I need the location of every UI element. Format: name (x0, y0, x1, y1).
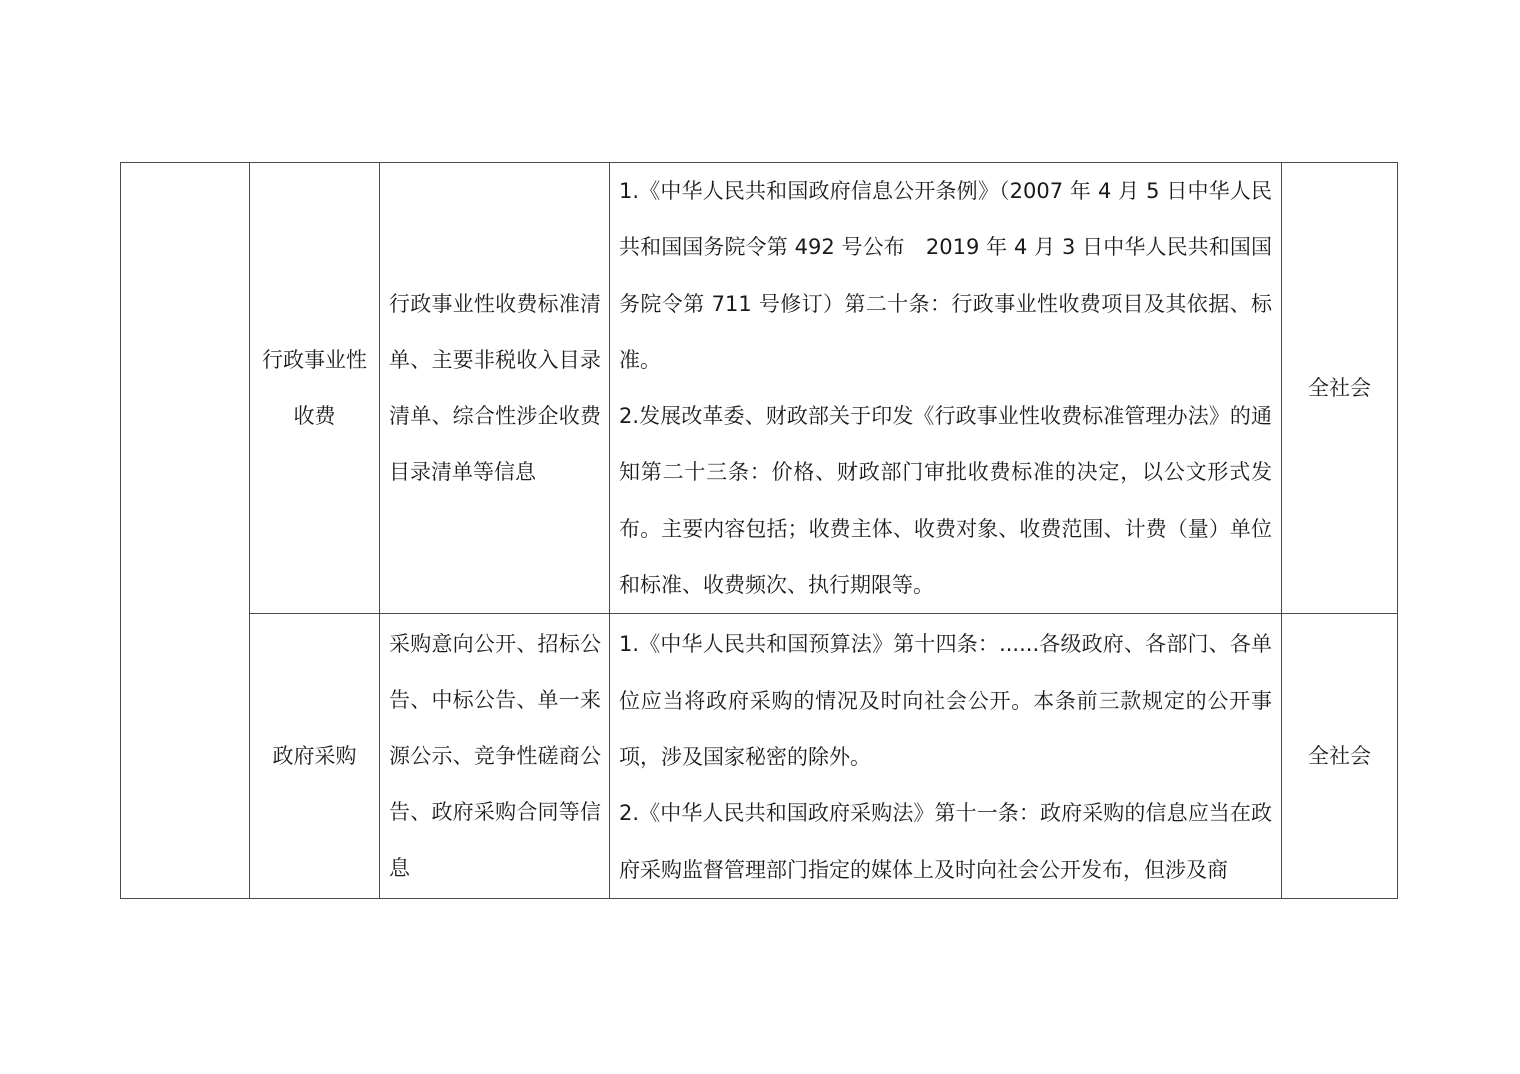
merged-blank-cell (121, 163, 250, 899)
disclosure-items-cell (380, 163, 610, 614)
disclosure-items-text: 采购意向公开、招标公告、中标公告、单一来源公示、竞争性磋商公告、政府采购合同等信息 (389, 632, 601, 881)
legal-basis-paragraph: 2.发展改革委、财政部关于印发《行政事业性收费标准管理办法》的通知第二十三条：价格、财政部门审批收费标准的决定，以公文形式发布。主要内容包括；收费主体、收费对象、收费范围、计费（量）单位和标准、收费频次、执行期限等。 (619, 404, 1272, 598)
table-row (121, 163, 1398, 614)
scope-text: 全社会 (1308, 744, 1371, 769)
category-cell (250, 163, 380, 614)
legal-basis-paragraph: 1.《中华人民共和国政府信息公开条例》（2007 年 4 月 5 日中华人民共和国国务院令第 492 号公布 2019 年 4 月 3 日中华人民共和国国务院令第 711 号修订）第二十条：行政事业性收费项目及其依据、标准。 (619, 179, 1272, 372)
scope-cell (1282, 163, 1398, 614)
disclosure-items-cell (380, 614, 610, 898)
disclosure-table (120, 162, 1398, 899)
legal-basis-cell (610, 163, 1282, 614)
table-row (121, 614, 1398, 898)
disclosure-items-text: 行政事业性收费标准清单、主要非税收入目录清单、综合性涉企收费目录清单等信息 (389, 292, 601, 485)
legal-basis-cell (610, 614, 1282, 898)
category-cell (250, 614, 380, 898)
legal-basis-paragraph: 1.《中华人民共和国预算法》第十四条：......各级政府、各部门、各单位应当将政府采购的情况及时向社会公开。本条前三款规定的公开事项，涉及国家秘密的除外。 (619, 632, 1272, 769)
category-text: 政府采购 (272, 744, 357, 769)
scope-cell (1282, 614, 1398, 898)
category-text: 行政事业性收费 (262, 348, 367, 429)
scope-text: 全社会 (1308, 376, 1371, 401)
legal-basis-paragraph: 2.《中华人民共和国政府采购法》第十一条：政府采购的信息应当在政府采购监督管理部门指定的媒体上及时向社会公开发布，但涉及商 (619, 801, 1272, 882)
